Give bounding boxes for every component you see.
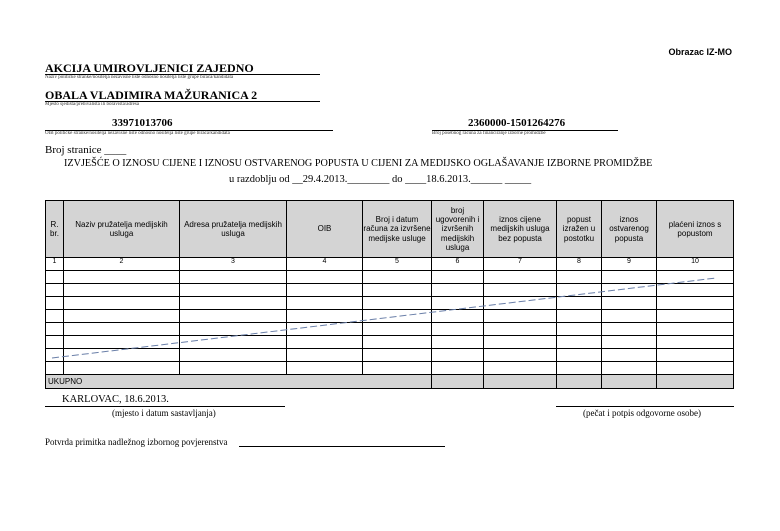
table-cell (602, 349, 657, 362)
receipt-label: Potvrda primitka nadležnog izbornog povjerenstva (45, 437, 228, 447)
header-cell: iznos cijene medijskih usluga bez popusta (484, 201, 557, 258)
table-cell (657, 349, 734, 362)
table-cell (432, 362, 484, 375)
table-cell (64, 271, 180, 284)
table-cell (484, 362, 557, 375)
table-cell (657, 271, 734, 284)
header-cell: popust izražen u postotku (557, 201, 602, 258)
column-number: 2 (64, 258, 180, 271)
total-label: UKUPNO (46, 375, 432, 389)
table-cell (602, 323, 657, 336)
table-row (46, 362, 734, 375)
table-row (46, 323, 734, 336)
total-cell (484, 375, 557, 389)
table-cell (180, 349, 287, 362)
table-cell (557, 336, 602, 349)
place-date-line (45, 406, 285, 407)
table-cell (363, 323, 432, 336)
table-cell (602, 310, 657, 323)
table-cell (363, 271, 432, 284)
table-row (46, 336, 734, 349)
table-cell (46, 323, 64, 336)
column-number: 7 (484, 258, 557, 271)
table-cell (180, 323, 287, 336)
table-cell (46, 362, 64, 375)
table-cell (657, 297, 734, 310)
party-name: AKCIJA UMIROVLJENICI ZAJEDNO (45, 61, 254, 75)
party-name-caption: Naziv političke stranke/nositelja nezavisne liste odnosno nositelja liste grupe birača/kandidata (45, 75, 234, 80)
party-oib-caption: OIB političke stranke/nositelja nezavisne liste odnosno nositelja liste grupe birača/kandidata (45, 131, 230, 136)
table-cell (657, 323, 734, 336)
header-cell: R. br. (46, 201, 64, 258)
table-cell (657, 336, 734, 349)
table-cell (46, 297, 64, 310)
report-title: IZVJEŠĆE O IZNOSU CIJENE I IZNOSU OSTVARENOG POPUSTA U CIJENI ZA MEDIJSKO OGLAŠAVANJE IZBORNE PROMIDŽBE (64, 158, 653, 169)
table-cell (180, 271, 287, 284)
header-cell: Naziv pružatelja medijskih usluga (64, 201, 180, 258)
table-cell (602, 271, 657, 284)
table-row (46, 271, 734, 284)
table-row (46, 349, 734, 362)
table-cell (64, 297, 180, 310)
header-cell: plaćeni iznos s popustom (657, 201, 734, 258)
table-cell (363, 284, 432, 297)
column-number: 10 (657, 258, 734, 271)
table-cell (657, 362, 734, 375)
total-row (46, 375, 734, 389)
table-cell (602, 297, 657, 310)
table-cell (64, 336, 180, 349)
table-cell (432, 310, 484, 323)
table-cell (484, 284, 557, 297)
header-cell: OIB (287, 201, 363, 258)
table-cell (557, 362, 602, 375)
table-cell (64, 310, 180, 323)
table-cell (557, 271, 602, 284)
party-account: 2360000-1501264276 (468, 117, 566, 129)
party-account-caption: Broj posebnog računa za financiranje izborne promidžbe (432, 131, 546, 136)
column-number: 8 (557, 258, 602, 271)
table-cell (363, 349, 432, 362)
table-cell (484, 349, 557, 362)
table-cell (64, 362, 180, 375)
table-cell (46, 310, 64, 323)
table-row (46, 297, 734, 310)
header-cell: Adresa pružatelja medijskih usluga (180, 201, 287, 258)
table-cell (432, 323, 484, 336)
table-cell (484, 336, 557, 349)
table-cell (432, 297, 484, 310)
table-cell (363, 362, 432, 375)
column-number: 1 (46, 258, 64, 271)
table-cell (46, 271, 64, 284)
table-cell (287, 297, 363, 310)
table-cell (557, 284, 602, 297)
table-cell (287, 284, 363, 297)
table-cell (484, 271, 557, 284)
table-cell (46, 336, 64, 349)
table-cell (363, 336, 432, 349)
table-cell (64, 284, 180, 297)
period-to-word: do (392, 174, 403, 185)
table-cell (287, 271, 363, 284)
party-address-caption: Mjesto sjedišta/prebivališta ili boravišta/adresa (45, 102, 140, 107)
table-cell (46, 349, 64, 362)
total-cell (657, 375, 734, 389)
period-from: __29.4.2013.________ (292, 174, 390, 185)
place-date-caption: (mjesto i datum sastavljanja) (112, 408, 216, 418)
party-oib: 33971013706 (112, 117, 173, 129)
header-cell: broj ugovorenih i izvršenih medijskih usluga (432, 201, 484, 258)
table-cell (432, 336, 484, 349)
form-code: Obrazac IZ-MO (668, 47, 732, 57)
table-cell (287, 336, 363, 349)
table-row (46, 310, 734, 323)
table-cell (657, 284, 734, 297)
table-cell (484, 310, 557, 323)
stamp-line (556, 406, 734, 407)
table-cell (287, 323, 363, 336)
table-cell (180, 362, 287, 375)
header-cell: iznos ostvarenog popusta (602, 201, 657, 258)
column-number: 4 (287, 258, 363, 271)
table-cell (180, 310, 287, 323)
table-cell (287, 362, 363, 375)
table-cell (602, 284, 657, 297)
table-cell (602, 336, 657, 349)
table-cell (363, 297, 432, 310)
table-cell (180, 297, 287, 310)
table-cell (484, 323, 557, 336)
table-cell (287, 310, 363, 323)
table-cell (180, 336, 287, 349)
receipt-line (239, 446, 445, 447)
stamp-caption: (pečat i potpis odgovorne osobe) (583, 408, 701, 418)
table-cell (557, 349, 602, 362)
total-cell (602, 375, 657, 389)
table-cell (432, 349, 484, 362)
table-cell (180, 284, 287, 297)
table-cell (46, 284, 64, 297)
total-cell (432, 375, 484, 389)
table-cell (64, 323, 180, 336)
table-cell (557, 323, 602, 336)
place-date-value: KARLOVAC, 18.6.2013. (62, 394, 169, 405)
table-cell (657, 310, 734, 323)
page-number-label: Broj stranice ____ (45, 144, 127, 156)
column-number: 3 (180, 258, 287, 271)
total-cell (557, 375, 602, 389)
period (229, 174, 531, 185)
party-address: OBALA VLADIMIRA MAŽURANICA 2 (45, 88, 258, 102)
table-cell (432, 284, 484, 297)
header-row (46, 201, 734, 258)
column-number-row (46, 258, 734, 271)
column-number: 9 (602, 258, 657, 271)
period-to: ____18.6.2013.______ _____ (405, 174, 532, 185)
table-cell (484, 297, 557, 310)
period-prefix: u razdoblju od (229, 174, 290, 185)
column-number: 6 (432, 258, 484, 271)
column-number: 5 (363, 258, 432, 271)
table-cell (557, 310, 602, 323)
table-cell (287, 349, 363, 362)
table-row (46, 284, 734, 297)
table-cell (602, 362, 657, 375)
table-cell (363, 310, 432, 323)
table-cell (557, 297, 602, 310)
table-cell (432, 271, 484, 284)
report-table (45, 200, 734, 389)
table-cell (64, 349, 180, 362)
header-cell: Broj i datum računa za izvršene medijske usluge (363, 201, 432, 258)
